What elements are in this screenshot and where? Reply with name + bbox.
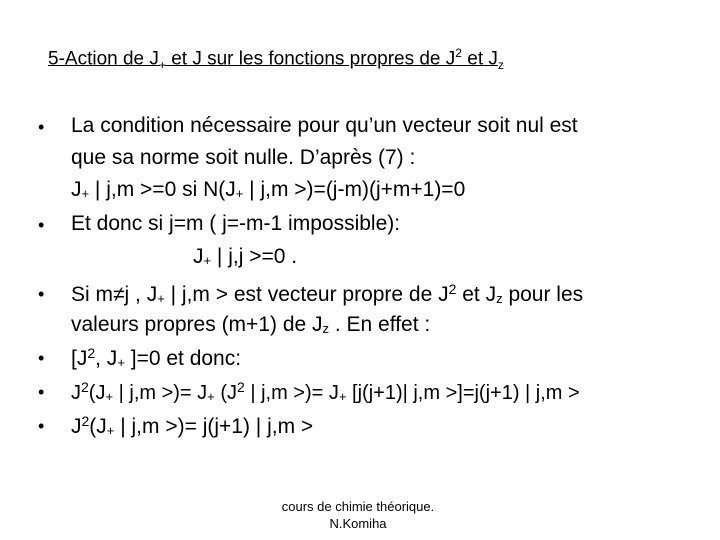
bullet-1-line-3: J+ | j,m >=0 si N(J+ | j,m >)=(j-m)(j+m+1)=0 [71,178,466,201]
slide-title: 5-Action de $J_+$ et J sur les fonctions propres de $J^2$ et $J_z$ [48,46,504,73]
bullet-1-line-1: La condition nécessaire pour qu’un vecteur soit nul est [71,114,578,137]
bullet-icon: • [38,215,45,235]
bullet-icon: • [38,416,45,436]
bullet-2-line-2: J+ | j,j >=0 . [193,245,298,268]
bullet-4-line: [$J^2$, J+ ]=0 et donc: [71,345,242,370]
bullet-icon: • [38,348,45,368]
bullet-6-line: $J^2(J+$ | j,m >)= j(j+1) | j,m > [71,413,314,438]
bullet-icon: • [38,117,45,137]
slide-footer [248,498,468,532]
bullet-5-line: $J^2(J+$ | j,m >)= $J+ (J^2$ | j,m >)= J+ [j(j+1)| j,m >]=j(j+1) | j,m > [71,379,580,404]
bullet-1-line-2: que sa norme soit nulle. D’après (7) : [71,146,416,169]
bullet-3-line-1: Si m≠j , J+ | j,m > est vecteur propre de $J^2$ et Jz pour les [71,281,584,306]
footer-author: N.Komiha [329,516,387,531]
footer-course: cours de chimie théorique. [281,499,435,514]
bullet-3-line-2: valeurs propres (m+1) de Jz . En effet : [71,313,431,336]
bullet-2-line-1: Et donc si j=m ( j=-m-1 impossible): [71,212,401,235]
bullet-icon: • [38,382,45,402]
bullet-icon: • [38,284,45,304]
